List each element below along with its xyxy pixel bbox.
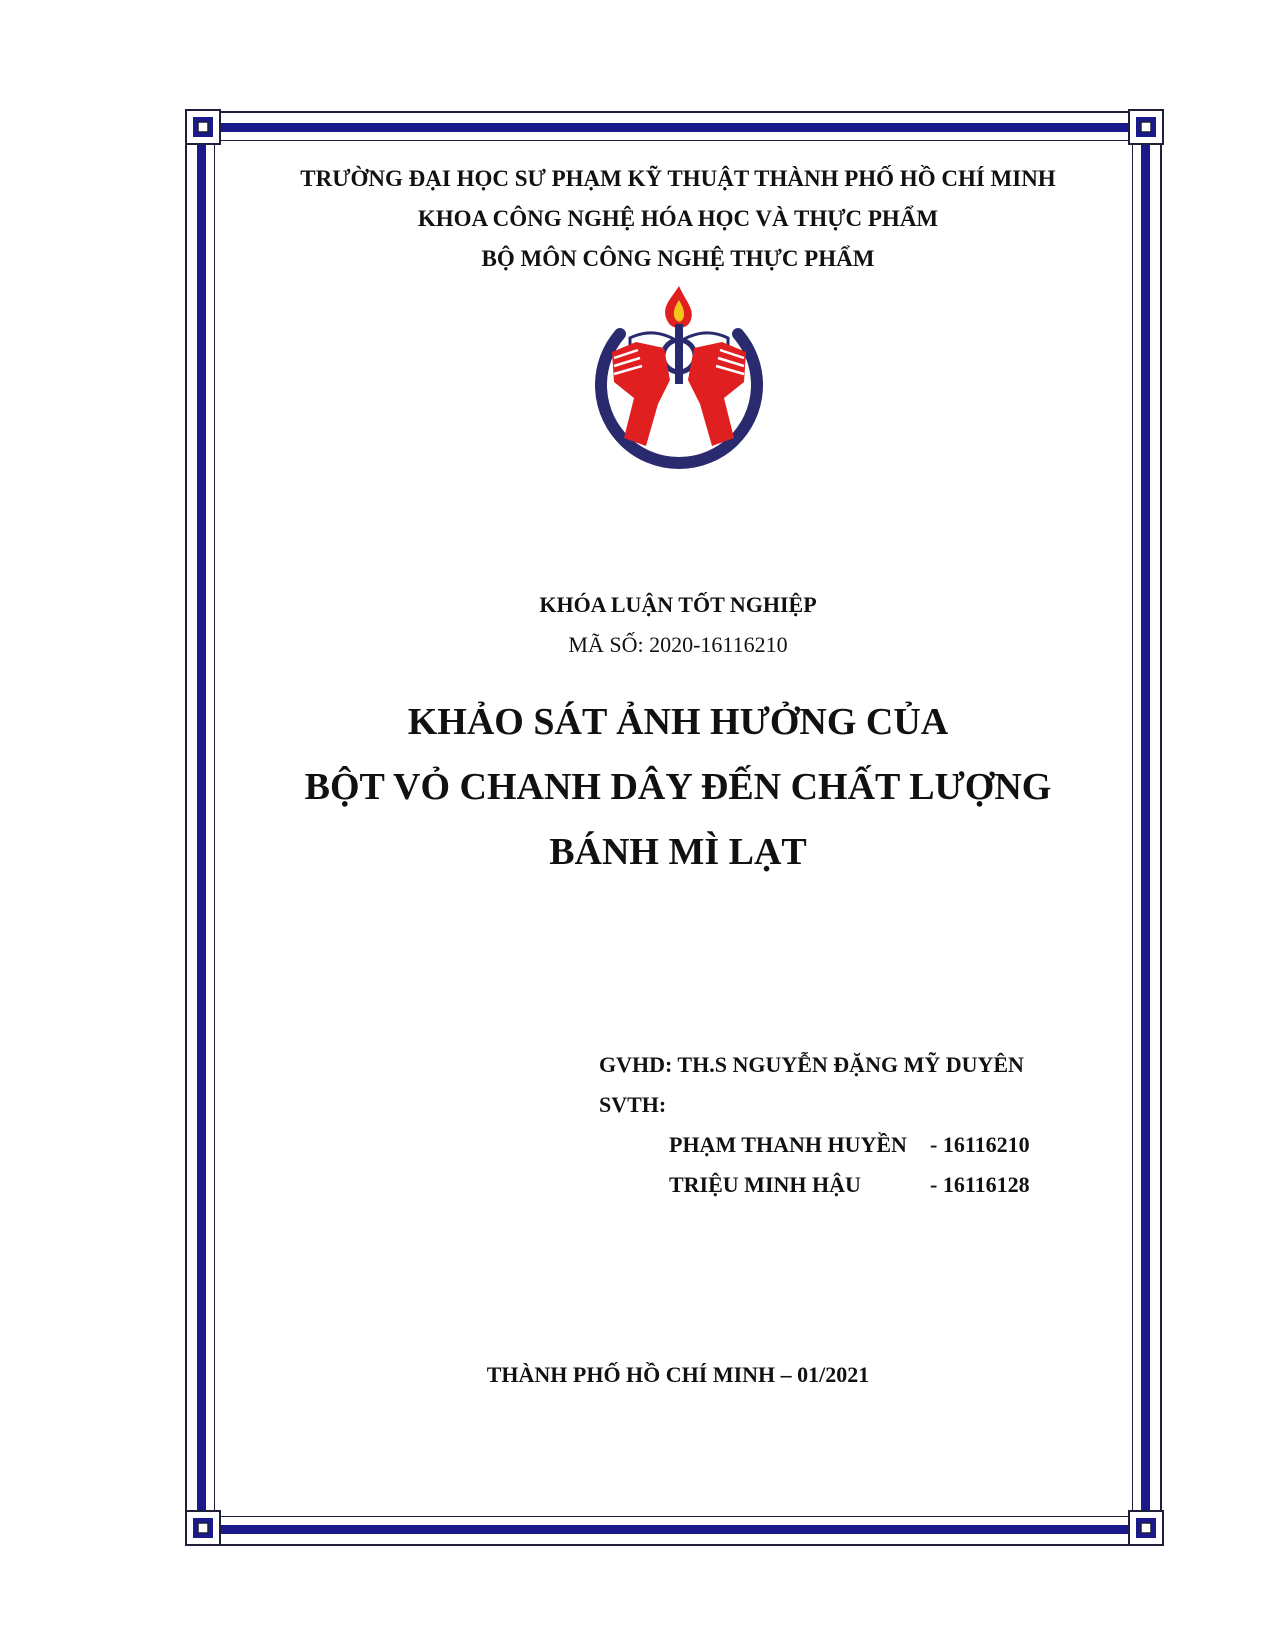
student-id: - 16116128 — [930, 1172, 1030, 1197]
corner-ornament-bottom-left — [185, 1510, 221, 1546]
student-name: PHẠM THANH HUYỀN — [669, 1132, 907, 1157]
title-line-1: KHẢO SÁT ẢNH HƯỞNG CỦA — [407, 701, 949, 743]
advisor: GVHD: TH.S NGUYỄN ĐẶNG MỸ DUYÊN — [599, 1052, 1024, 1077]
corner-ornament-top-left — [185, 109, 221, 145]
title-line-2: BỘT VỎ CHANH DÂY ĐẾN CHẤT LƯỢNG — [304, 766, 1052, 808]
university-logo-icon — [590, 286, 768, 476]
place-and-date: THÀNH PHỐ HỒ CHÍ MINH – 01/2021 — [486, 1362, 870, 1387]
corner-ornament-bottom-right — [1128, 1510, 1164, 1546]
corner-ornament-top-right — [1128, 109, 1164, 145]
student-id: - 16116210 — [930, 1132, 1030, 1157]
faculty-name: KHOA CÔNG NGHỆ HÓA HỌC VÀ THỰC PHẨM — [417, 206, 939, 231]
thesis-type: KHÓA LUẬN TỐT NGHIỆP — [539, 592, 817, 617]
thesis-code: MÃ SỐ: 2020-16116210 — [568, 632, 788, 657]
students-label: SVTH: — [599, 1092, 667, 1117]
department-name: BỘ MÔN CÔNG NGHỆ THỰC PHẨM — [481, 246, 875, 271]
title-line-3: BÁNH MÌ LẠT — [549, 831, 807, 873]
student-name: TRIỆU MINH HẬU — [669, 1172, 861, 1197]
university-name: TRƯỜNG ĐẠI HỌC SƯ PHẠM KỸ THUẬT THÀNH PHỐ HỒ CHÍ MINH — [300, 166, 1056, 191]
